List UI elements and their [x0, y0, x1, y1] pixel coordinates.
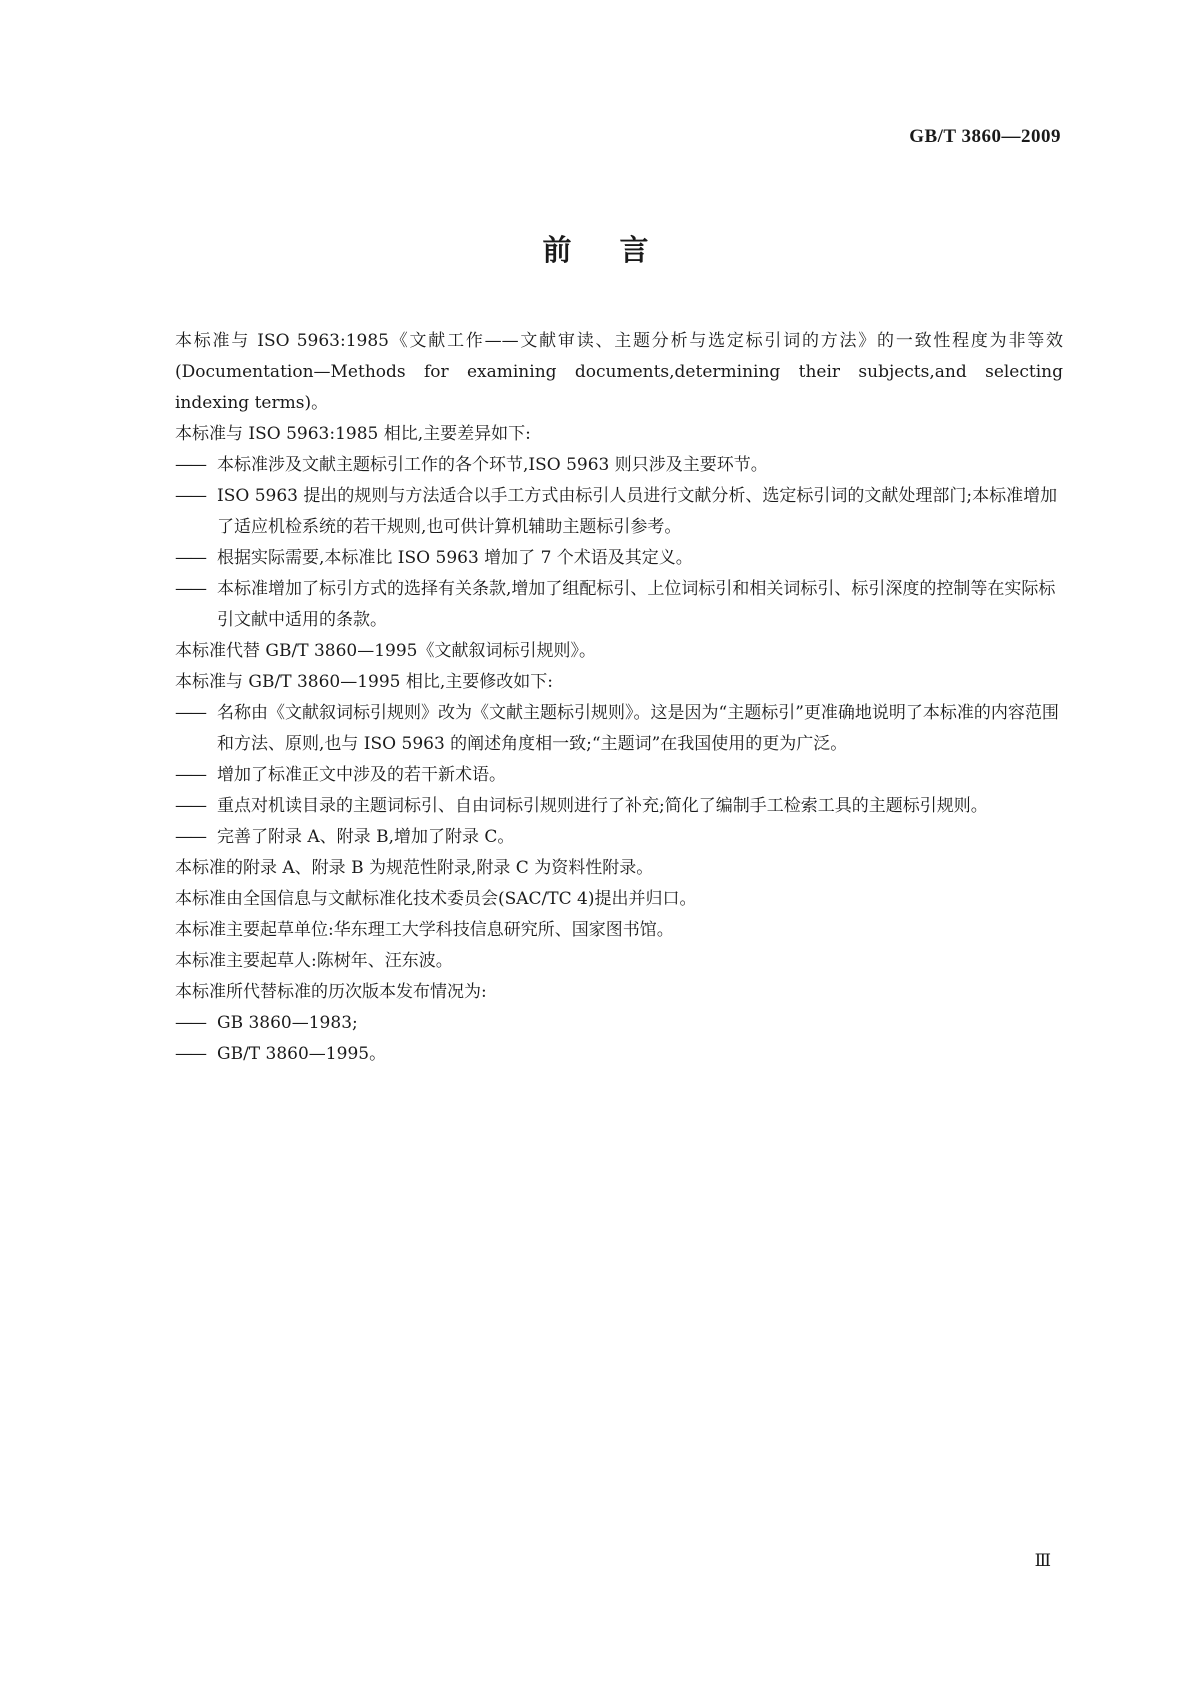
foreword-body [175, 326, 1063, 1070]
list-item [175, 574, 1063, 636]
paragraph-history-intro [175, 977, 1063, 1008]
list-item-text: 重点对机读目录的主题词标引、自由词标引规则进行了补充;简化了编制手工检索工具的主题标引规则。 [217, 796, 988, 816]
list-item [175, 822, 1063, 853]
dash-marker: —— [175, 548, 205, 568]
dash-marker: —— [175, 579, 205, 599]
list-item [175, 760, 1063, 791]
paragraph-text: 本标准所代替标准的历次版本发布情况为: [175, 982, 487, 1002]
list-item-text: 根据实际需要,本标准比 ISO 5963 增加了 7 个术语及其定义。 [217, 548, 693, 568]
paragraph-text: 本标准与 ISO 5963:1985 相比,主要差异如下: [175, 424, 531, 444]
paragraph-text: 本标准的附录 A、附录 B 为规范性附录,附录 C 为资料性附录。 [175, 858, 654, 878]
page-title: 前言 [542, 233, 697, 267]
list-item [175, 698, 1063, 760]
list-item [175, 543, 1063, 574]
list-item-text: 名称由《文献叙词标引规则》改为《文献主题标引规则》。这是因为“主题标引”更准确地说明了本标准的内容范围和方法、原则,也与 ISO 5963 的阐述角度相一致;“主题词”在我国使用的更为广泛。 [217, 703, 1059, 754]
paragraph-text: 本标准主要起草人:陈树年、汪东波。 [175, 951, 453, 971]
list-item-text: 增加了标准正文中涉及的若干新术语。 [217, 765, 506, 785]
paragraph-equivalence [175, 326, 1063, 419]
paragraph-text: 本标准与 GB/T 3860—1995 相比,主要修改如下: [175, 672, 554, 692]
dash-marker: —— [175, 796, 205, 816]
dash-marker: —— [175, 1013, 205, 1033]
dash-marker: —— [175, 827, 205, 847]
list-item-text: 本标准涉及文献主题标引工作的各个环节,ISO 5963 则只涉及主要环节。 [217, 455, 768, 475]
list-item-text: 本标准增加了标引方式的选择有关条款,增加了组配标引、上位词标引和相关词标引、标引深度的控制等在实际标引文献中适用的条款。 [217, 579, 1056, 630]
dash-marker: —— [175, 486, 205, 506]
list-item [175, 1008, 1063, 1039]
paragraph-annexes [175, 853, 1063, 884]
list-item-text: GB/T 3860—1995。 [217, 1044, 387, 1064]
list-item-text: ISO 5963 提出的规则与方法适合以手工方式由标引人员进行文献分析、选定标引词的文献处理部门;本标准增加了适应机检系统的若干规则,也可供计算机辅助主题标引参考。 [217, 486, 1058, 537]
paragraph-text: 本标准主要起草单位:华东理工大学科技信息研究所、国家图书馆。 [175, 920, 674, 940]
paragraph-text: 本标准与 ISO 5963:1985《文献工作——文献审读、主题分析与选定标引词的方法》的一致性程度为非等效(Documentation—Methods for examining documents,determining their subjects,and selecting indexing terms)。 [175, 331, 1063, 413]
paragraph-text: 本标准代替 GB/T 3860—1995《文献叙词标引规则》。 [175, 641, 596, 661]
list-item-text: GB 3860—1983; [217, 1013, 358, 1033]
list-item [175, 1039, 1063, 1070]
dash-marker: —— [175, 1044, 205, 1064]
paragraph-drafting-units [175, 915, 1063, 946]
paragraph-replaces [175, 636, 1063, 667]
list-item-text: 完善了附录 A、附录 B,增加了附录 C。 [217, 827, 515, 847]
dash-marker: —— [175, 455, 205, 475]
paragraph-changes-intro [175, 667, 1063, 698]
paragraph-text: 本标准由全国信息与文献标准化技术委员会(SAC/TC 4)提出并归口。 [175, 889, 697, 909]
paragraph-proposer [175, 884, 1063, 915]
dash-marker: —— [175, 765, 205, 785]
list-item [175, 450, 1063, 481]
page-number: Ⅲ [1034, 1551, 1051, 1570]
dash-marker: —— [175, 703, 205, 723]
list-item [175, 481, 1063, 543]
list-item [175, 791, 1063, 822]
standard-code: GB/T 3860—2009 [909, 126, 1061, 147]
paragraph-differences-intro [175, 419, 1063, 450]
paragraph-drafters [175, 946, 1063, 977]
